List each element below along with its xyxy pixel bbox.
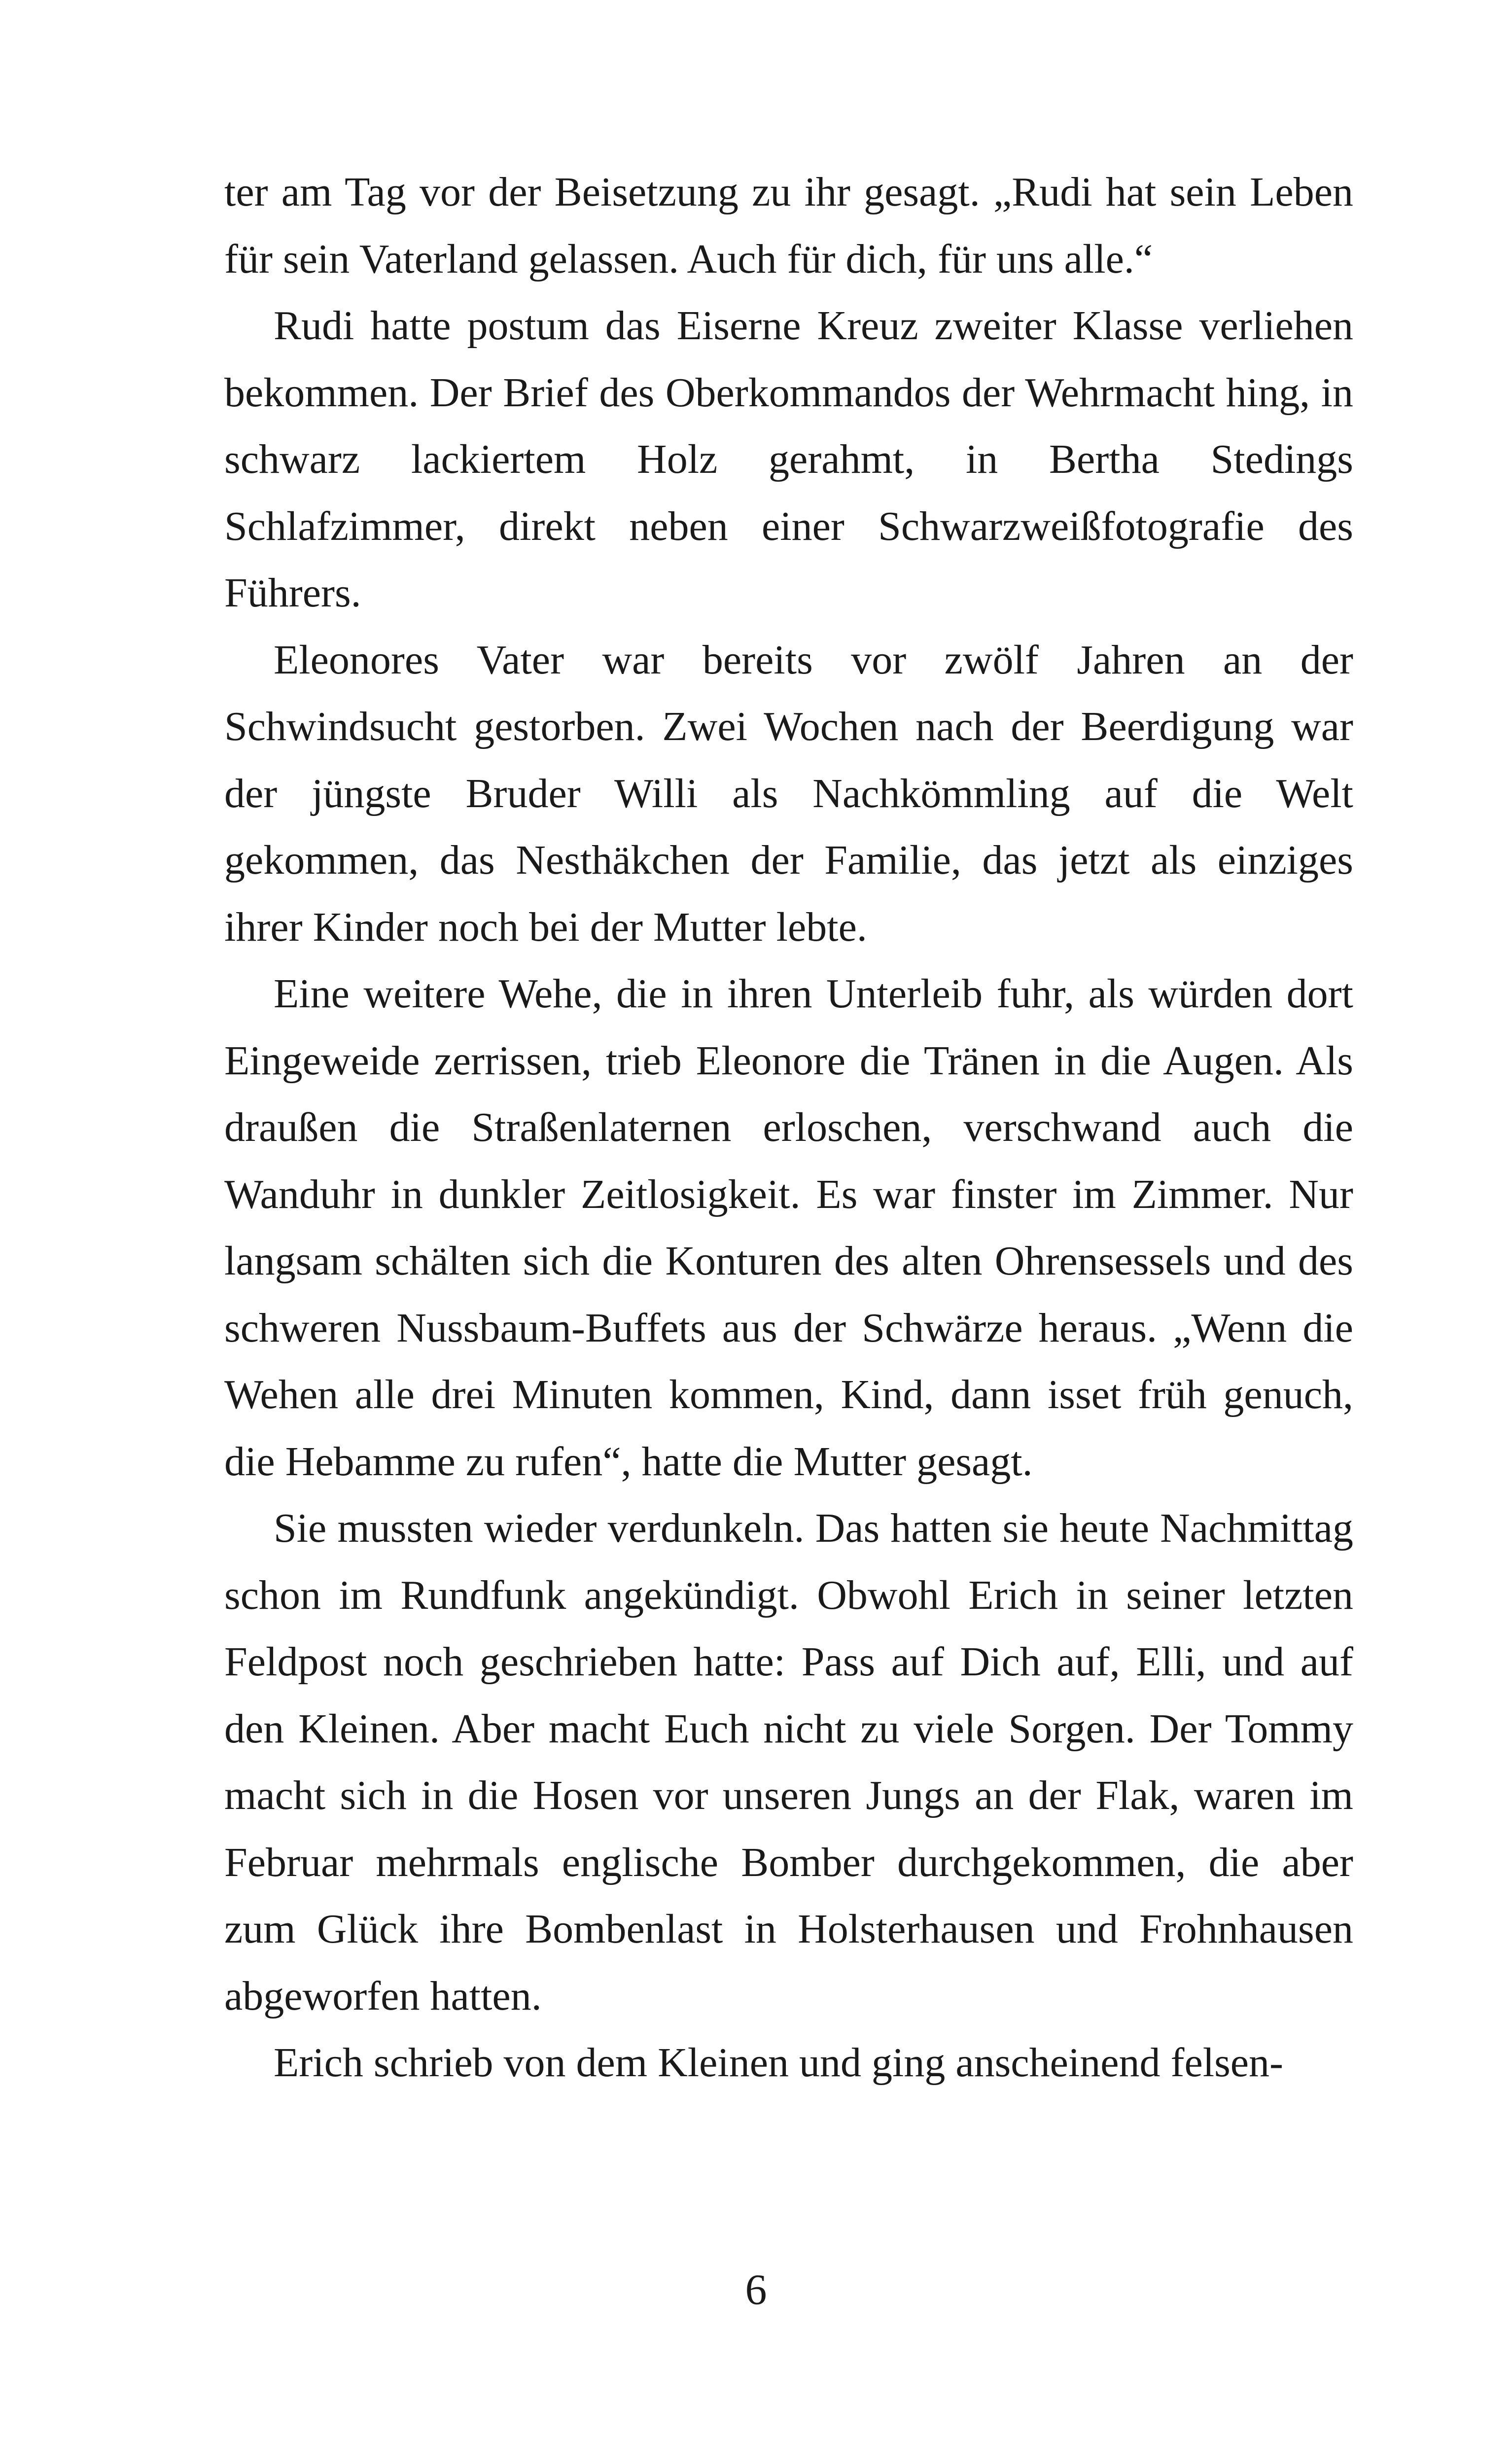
paragraph-continuation: ter am Tag vor der Beisetzung zu ihr gesagt. „Rudi hat sein Leben für sein Vaterland gelassen. Auch für dich, für uns alle.“ bbox=[224, 169, 1353, 282]
page-number: 6 bbox=[745, 2266, 767, 2314]
paragraph: Erich schrieb von dem Kleinen und ging anscheinend felsen- bbox=[274, 2040, 1284, 2086]
paragraph: Sie mussten wieder verdunkeln. Das hatten sie heute Nachmittag schon im Rundfunk angekündigt. Obwohl Erich in seiner letzten Feldpost noch geschrieben hatte: Pass auf Dich auf, Elli, und auf den Kleinen. Aber macht Euch nicht zu viele Sorgen. Der Tommy macht sich in die Hosen vor unseren Jungs an der Flak, waren im Februar mehrmals englische Bomber durchgekommen, die aber zum Glück ihre Bombenlast in Holsterhausen und Frohnhausen abgeworfen hatten. bbox=[224, 1505, 1353, 2019]
paragraph: Eleonores Vater war bereits vor zwölf Jahren an der Schwindsucht gestorben. Zwei Wochen nach der Beerdigung war der jüngste Bruder Willi als Nachkömmling auf die Welt gekommen, das Nesthäkchen der Familie, das jetzt als einziges ihrer Kinder noch bei der Mutter lebte. bbox=[224, 637, 1353, 950]
body-text bbox=[224, 159, 1353, 2096]
paragraph: Rudi hatte postum das Eiserne Kreuz zweiter Klasse verliehen bekommen. Der Brief des Oberkommandos der Wehrmacht hing, in schwarz lackiertem Holz gerahmt, in Bertha Stedings Schlafzimmer, direkt neben einer Schwarzweißfotografie des Führers. bbox=[224, 303, 1353, 616]
paragraph: Eine weitere Wehe, die in ihren Unterleib fuhr, als würden dort Eingeweide zerrissen, trieb Eleonore die Tränen in die Augen. Als draußen die Straßenlaternen erloschen, verschwand auch die Wanduhr in dunkler Zeitlosigkeit. Es war finster im Zimmer. Nur langsam schälten sich die Konturen des alten Ohrensessels und des schweren Nussbaum-Buffets aus der Schwärze heraus. „Wenn die Wehen alle drei Minuten kommen, Kind, dann isset früh genuch, die Hebamme zu rufen“, hatte die Mutter gesagt. bbox=[224, 971, 1353, 1485]
